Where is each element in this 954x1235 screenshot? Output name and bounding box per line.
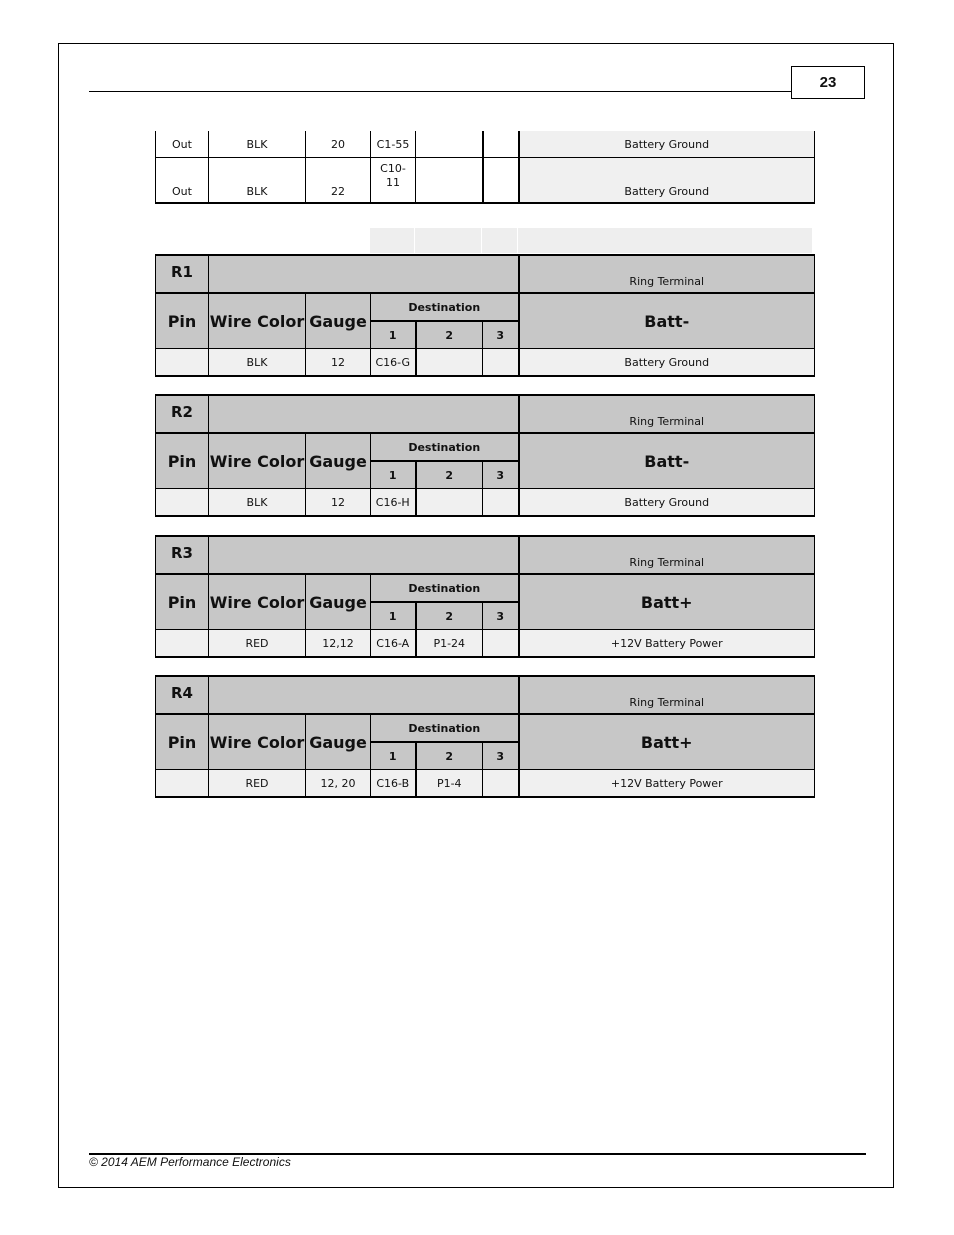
wire-color-cell: BLK xyxy=(209,158,306,204)
connector-title-row xyxy=(156,255,815,293)
table-row xyxy=(156,770,815,798)
gauge-cell: 12, 20 xyxy=(306,770,371,798)
wire-color-header: Wire Color xyxy=(209,574,306,630)
gauge-cell: 12 xyxy=(306,489,371,517)
gauge-header: Gauge xyxy=(306,714,371,770)
dest3-cell xyxy=(483,770,519,798)
destination-header: Destination xyxy=(371,433,519,461)
wire-color-cell: BLK xyxy=(209,131,306,158)
connector-table xyxy=(155,535,815,658)
gauge-header: Gauge xyxy=(306,293,371,349)
function-cell: Battery Ground xyxy=(519,158,815,204)
wire-color-cell: RED xyxy=(209,630,306,658)
dest1-cell: C16-B xyxy=(371,770,416,798)
pin-header: Pin xyxy=(156,433,209,489)
wire-color-header: Wire Color xyxy=(209,433,306,489)
dest3-cell xyxy=(483,131,519,158)
connector-title-blank xyxy=(209,536,519,574)
destination-1-header: 1 xyxy=(371,321,416,349)
connector-title-blank xyxy=(209,676,519,714)
function-title: Batt+ xyxy=(519,574,815,630)
gauge-cell: 22 xyxy=(306,158,371,204)
dest2-cell xyxy=(416,489,483,517)
table-row xyxy=(156,131,815,158)
connector-title-row xyxy=(156,536,815,574)
connector-type: Ring Terminal xyxy=(519,676,815,714)
dest2-cell xyxy=(416,158,483,204)
dest3-cell xyxy=(483,630,519,658)
function-cell: +12V Battery Power xyxy=(519,770,815,798)
dest1-cell: C10- 11 xyxy=(371,158,416,204)
destination-3-header: 3 xyxy=(483,321,519,349)
connector-title-row xyxy=(156,676,815,714)
wire-color-cell: RED xyxy=(209,770,306,798)
connector-id: R2 xyxy=(156,395,209,433)
dest2-cell: P1-4 xyxy=(416,770,483,798)
gauge-header: Gauge xyxy=(306,574,371,630)
destination-3-header: 3 xyxy=(483,461,519,489)
dest3-cell xyxy=(483,489,519,517)
table-row xyxy=(156,630,815,658)
destination-2-header: 2 xyxy=(416,321,483,349)
dest2-cell xyxy=(416,131,483,158)
pin-cell xyxy=(156,630,209,658)
pin-header: Pin xyxy=(156,574,209,630)
destination-2-header: 2 xyxy=(416,602,483,630)
destination-1-header: 1 xyxy=(371,602,416,630)
table-row xyxy=(156,158,815,204)
destination-header: Destination xyxy=(371,574,519,602)
destination-header: Destination xyxy=(371,293,519,321)
destination-header: Destination xyxy=(371,714,519,742)
table-row xyxy=(156,349,815,377)
connector-title-blank xyxy=(209,255,519,293)
function-cell: +12V Battery Power xyxy=(519,630,815,658)
wire-color-header: Wire Color xyxy=(209,293,306,349)
header-row xyxy=(156,714,815,742)
connector-table xyxy=(155,675,815,798)
destination-3-header: 3 xyxy=(483,602,519,630)
function-cell: Battery Ground xyxy=(519,489,815,517)
connector-id: R4 xyxy=(156,676,209,714)
function-title: Batt- xyxy=(519,293,815,349)
function-title: Batt+ xyxy=(519,714,815,770)
connector-type: Ring Terminal xyxy=(519,395,815,433)
connector-id: R3 xyxy=(156,536,209,574)
gauge-cell: 20 xyxy=(306,131,371,158)
dest1-cell: C1-55 xyxy=(371,131,416,158)
pin-cell xyxy=(156,770,209,798)
dest3-cell xyxy=(483,349,519,377)
gauge-header: Gauge xyxy=(306,433,371,489)
header-row xyxy=(156,433,815,461)
dest1-cell: C16-A xyxy=(371,630,416,658)
dest1-cell: C16-G xyxy=(371,349,416,377)
pin-cell xyxy=(156,349,209,377)
connector-title-blank xyxy=(209,395,519,433)
wire-color-cell: BLK xyxy=(209,489,306,517)
pin-cell: Out xyxy=(156,158,209,204)
gauge-cell: 12,12 xyxy=(306,630,371,658)
function-title: Batt- xyxy=(519,433,815,489)
pin-cell: Out xyxy=(156,131,209,158)
spacer-band xyxy=(370,228,813,253)
header-row xyxy=(156,574,815,602)
dest3-cell xyxy=(483,158,519,204)
pin-header: Pin xyxy=(156,293,209,349)
dest2-cell: P1-24 xyxy=(416,630,483,658)
wire-color-header: Wire Color xyxy=(209,714,306,770)
connector-title-row xyxy=(156,395,815,433)
footer-copyright: © 2014 AEM Performance Electronics xyxy=(89,1155,291,1169)
destination-3-header: 3 xyxy=(483,742,519,770)
dest1-cell: C16-H xyxy=(371,489,416,517)
destination-2-header: 2 xyxy=(416,742,483,770)
destination-2-header: 2 xyxy=(416,461,483,489)
pin-cell xyxy=(156,489,209,517)
pin-header: Pin xyxy=(156,714,209,770)
connector-table xyxy=(155,254,815,377)
function-cell: Battery Ground xyxy=(519,131,815,158)
table-row xyxy=(156,489,815,517)
wire-color-cell: BLK xyxy=(209,349,306,377)
connector-id: R1 xyxy=(156,255,209,293)
destination-1-header: 1 xyxy=(371,742,416,770)
connector-type: Ring Terminal xyxy=(519,536,815,574)
continuation-table xyxy=(155,131,815,204)
header-row xyxy=(156,293,815,321)
connector-type: Ring Terminal xyxy=(519,255,815,293)
function-cell: Battery Ground xyxy=(519,349,815,377)
page-number: 23 xyxy=(791,66,865,99)
gauge-cell: 12 xyxy=(306,349,371,377)
connector-table xyxy=(155,394,815,517)
destination-1-header: 1 xyxy=(371,461,416,489)
dest2-cell xyxy=(416,349,483,377)
header-rule xyxy=(89,91,791,92)
